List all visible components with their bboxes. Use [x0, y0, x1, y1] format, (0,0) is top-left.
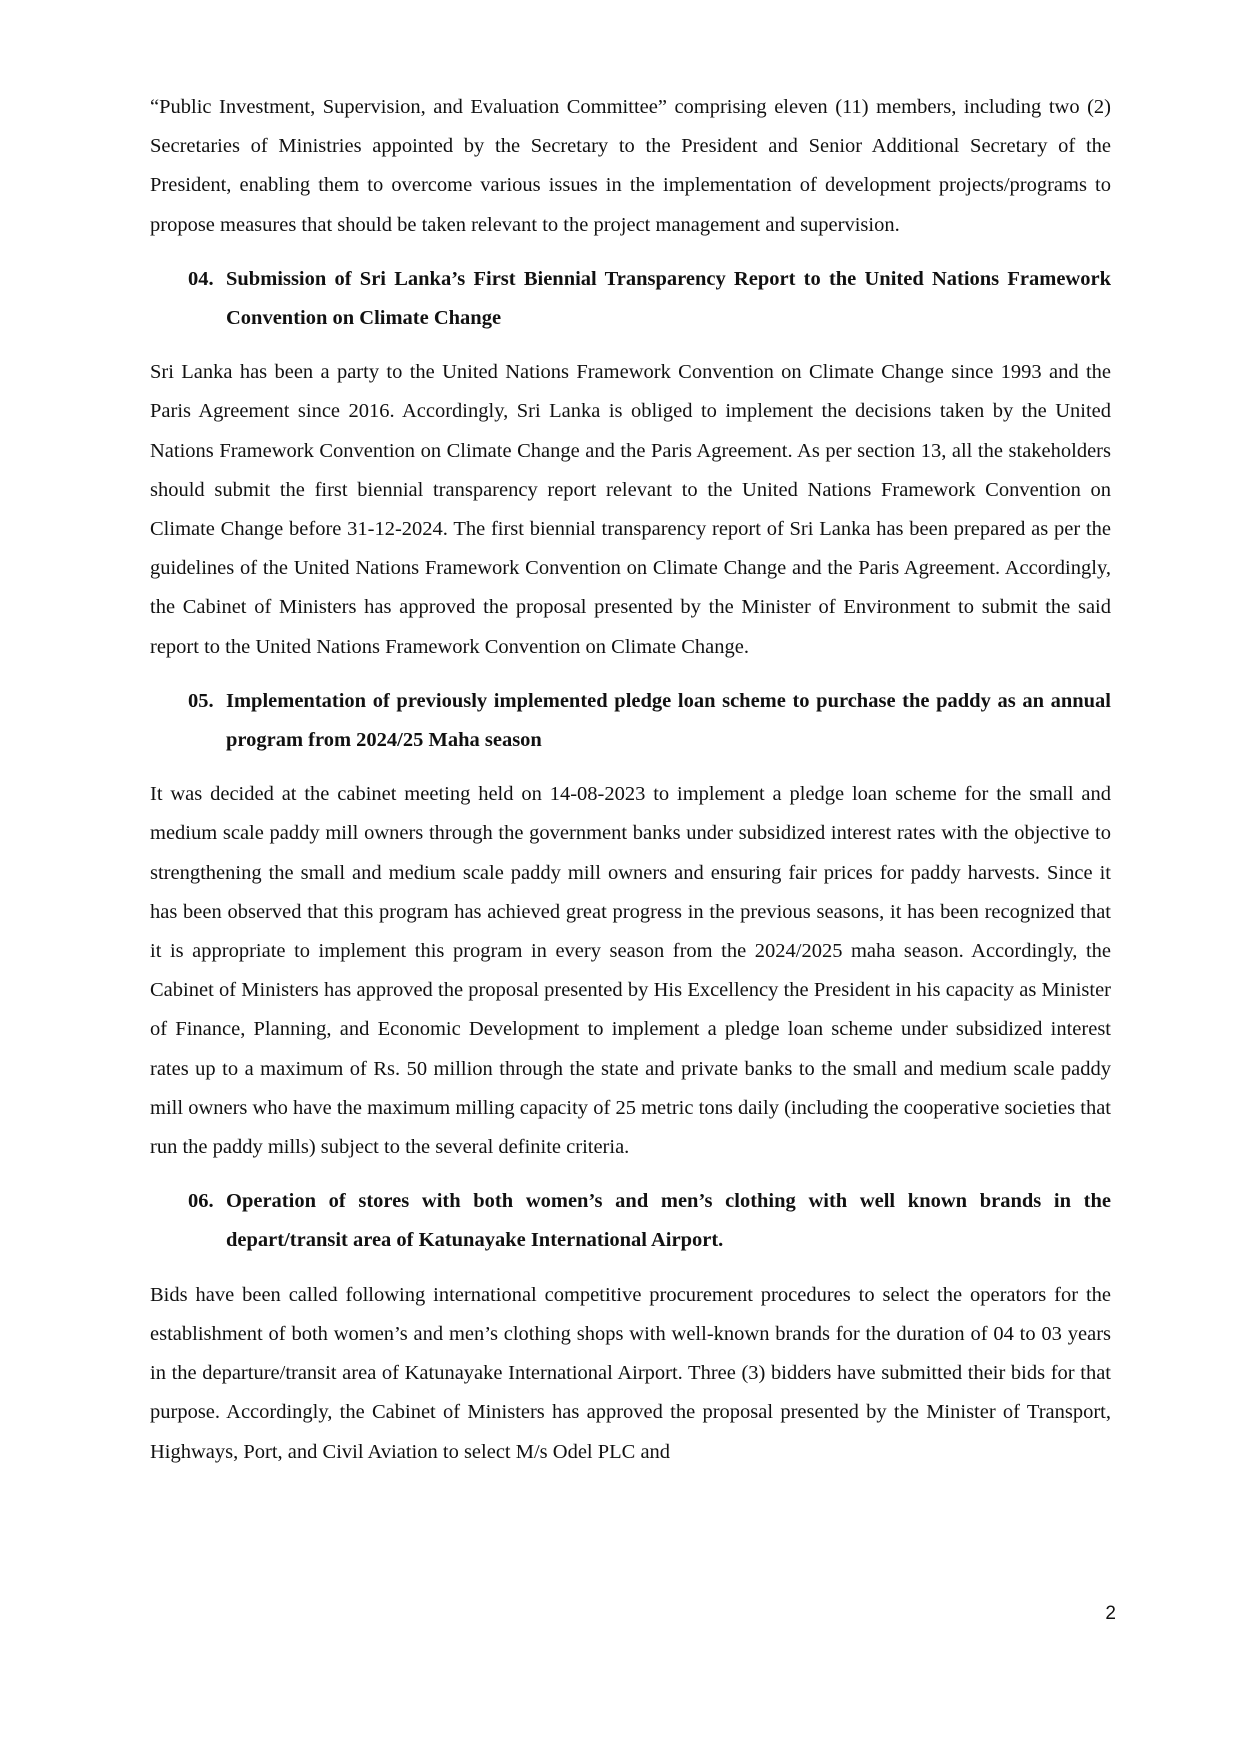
section-number: 05. [188, 689, 214, 712]
section-title: Submission of Sri Lanka’s First Biennial Transparency Report to the United Nations Framework Convention on Climate Change [226, 267, 1111, 330]
page-number: 2 [1105, 1603, 1116, 1624]
intro-paragraph: “Public Investment, Supervision, and Evaluation Committee” comprising eleven (11) members, including two (2) Secretaries of Ministries appointed by the Secretary to the President and Senior Additional Secretary of the President, enabling them to overcome various issues in the implementation of development projects/programs to propose measures that should be taken relevant to the project management and supervision. [150, 96, 1111, 236]
page-content [150, 88, 1111, 1472]
section-body-06: Bids have been called following international competitive procurement procedures to select the operators for the establishment of both women’s and men’s clothing shops with well-known brands for the duration of 04 to 03 years in the departure/transit area of Katunayake International Airport. Three (3) bidders have submitted their bids for that purpose. Accordingly, the Cabinet of Ministers has approved the proposal presented by the Minister of Transport, Highways, Port, and Civil Aviation to select M/s Odel PLC and [150, 1283, 1111, 1463]
section-body-04: Sri Lanka has been a party to the United Nations Framework Convention on Climate Change since 1993 and the Paris Agreement since 2016. Accordingly, Sri Lanka is obliged to implement the decisions taken by the United Nations Framework Convention on Climate Change and the Paris Agreement. As per section 13, all the stakeholders should submit the first biennial transparency report relevant to the United Nations Framework Convention on Climate Change before 31-12-2024. The first biennial transparency report of Sri Lanka has been prepared as per the guidelines of the United Nations Framework Convention on Climate Change and the Paris Agreement. Accordingly, the Cabinet of Ministers has approved the proposal presented by the Minister of Environment to submit the said report to the United Nations Framework Convention on Climate Change. [150, 361, 1111, 658]
section-body-05: It was decided at the cabinet meeting held on 14-08-2023 to implement a pledge loan scheme for the small and medium scale paddy mill owners through the government banks under subsidized interest rates with the objective to strengthening the small and medium scale paddy mill owners and ensuring fair prices for paddy harvests. Since it has been observed that this program has achieved great progress in the previous seasons, it has been recognized that it is appropriate to implement this program in every season from the 2024/2025 maha season. Accordingly, the Cabinet of Ministers has approved the proposal presented by His Excellency the President in his capacity as Minister of Finance, Planning, and Economic Development to implement a pledge loan scheme under subsidized interest rates up to a maximum of Rs. 50 million through the state and private banks to the small and medium scale paddy mill owners who have the maximum milling capacity of 25 metric tons daily (including the cooperative societies that run the paddy mills) subject to the several definite criteria. [150, 783, 1111, 1159]
section-number: 04. [188, 267, 214, 290]
section-heading-06 [150, 1182, 1111, 1260]
section-number: 06. [188, 1190, 214, 1213]
section-title: Operation of stores with both women’s and men’s clothing with well known brands in the depart/transit area of Katunayake International Airport. [226, 1190, 1111, 1252]
section-heading-04 [150, 260, 1111, 338]
section-title: Implementation of previously implemented pledge loan scheme to purchase the paddy as an annual program from 2024/25 Maha season [226, 689, 1111, 752]
section-heading-05 [150, 682, 1111, 760]
